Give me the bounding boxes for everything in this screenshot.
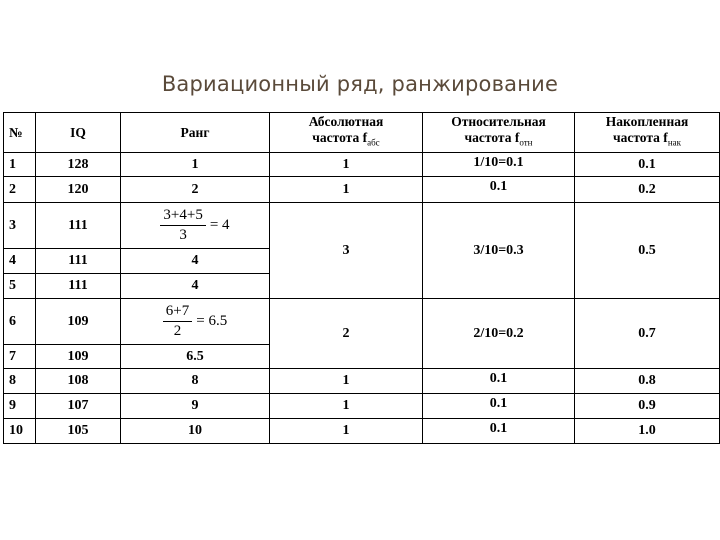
cell-rel-frequency-group: 2/10=0.2: [423, 299, 575, 369]
cell-number: 8: [4, 369, 36, 394]
fraction-denominator: 3: [179, 227, 187, 243]
header-rel-subscript: отн: [519, 137, 533, 148]
cell-number: 7: [4, 345, 36, 369]
cell-cum-frequency-group: 0.7: [575, 299, 720, 369]
header-number: №: [4, 113, 36, 153]
cell-rel-frequency: 1/10=0.1: [423, 153, 575, 177]
header-rel-line2: [423, 130, 574, 151]
cell-rel-frequency: 0.1: [423, 394, 575, 419]
cell-number: 2: [4, 177, 36, 203]
header-rank: Ранг: [121, 113, 270, 153]
cell-rank: 6.5: [121, 345, 270, 369]
table-row: [4, 203, 720, 249]
cell-rel-frequency: 0.1: [423, 419, 575, 444]
header-cum-line2: [575, 130, 719, 151]
header-cum-subscript: нак: [667, 137, 681, 148]
cell-iq: 107: [36, 394, 121, 419]
header-relative-frequency: [423, 113, 575, 153]
cell-number: 10: [4, 419, 36, 444]
table-row: [4, 394, 720, 419]
cell-rel-frequency: 0.1: [423, 177, 575, 203]
cell-iq: 105: [36, 419, 121, 444]
header-abs-line2: [270, 130, 422, 151]
table-header-row: [4, 113, 720, 153]
cell-iq: 109: [36, 345, 121, 369]
header-abs-subscript: абс: [367, 137, 380, 148]
cell-number: 3: [4, 203, 36, 249]
table-row: [4, 299, 720, 345]
cell-abs-frequency: 1: [270, 394, 423, 419]
cell-abs-frequency: 1: [270, 177, 423, 203]
cell-abs-frequency-group: 2: [270, 299, 423, 369]
cell-number: 5: [4, 274, 36, 299]
rank-fraction: [163, 303, 227, 340]
cell-rank: 4: [121, 249, 270, 274]
cell-number: 6: [4, 299, 36, 345]
cell-cum-frequency: 1.0: [575, 419, 720, 444]
cell-rank: 10: [121, 419, 270, 444]
header-cum-text: частота f: [613, 130, 668, 146]
cell-abs-frequency-group: 3: [270, 203, 423, 299]
cell-rank-formula: [121, 299, 270, 345]
header-rel-text: частота f: [464, 130, 520, 146]
header-rel-line1: Относительная: [451, 114, 546, 130]
cell-cum-frequency-group: 0.5: [575, 203, 720, 299]
cell-cum-frequency: 0.1: [575, 153, 720, 177]
table-row: [4, 369, 720, 394]
fraction-denominator: 2: [173, 323, 182, 339]
cell-rank: 9: [121, 394, 270, 419]
header-cum-line1: Накопленная: [605, 114, 689, 130]
cell-cum-frequency: 0.2: [575, 177, 720, 203]
header-abs-line1: Абсолютная: [308, 114, 384, 130]
cell-abs-frequency: 1: [270, 419, 423, 444]
cell-number: 4: [4, 249, 36, 274]
ranking-table: [3, 112, 720, 444]
cell-cum-frequency: 0.8: [575, 369, 720, 394]
table-row: [4, 153, 720, 177]
slide-title: Вариационный ряд, ранжирование: [161, 72, 559, 96]
rank-fraction: [160, 207, 229, 244]
cell-iq: 111: [36, 249, 121, 274]
cell-number: 9: [4, 394, 36, 419]
cell-iq: 111: [36, 203, 121, 249]
header-abs-text: частота f: [312, 130, 368, 146]
table-row: [4, 177, 720, 203]
cell-abs-frequency: 1: [270, 369, 423, 394]
cell-rank: 2: [121, 177, 270, 203]
cell-iq: 109: [36, 299, 121, 345]
cell-iq: 120: [36, 177, 121, 203]
fraction-numerator: 3+4+5: [160, 207, 205, 226]
fraction-result: = 4: [209, 217, 230, 233]
cell-cum-frequency: 0.9: [575, 394, 720, 419]
header-iq: IQ: [36, 113, 121, 153]
cell-number: 1: [4, 153, 36, 177]
cell-rank: 4: [121, 274, 270, 299]
cell-iq: 128: [36, 153, 121, 177]
table-row: [4, 419, 720, 444]
cell-rel-frequency: 0.1: [423, 369, 575, 394]
cell-iq: 108: [36, 369, 121, 394]
fraction-result: = 6.5: [196, 313, 228, 329]
cell-rank: 8: [121, 369, 270, 394]
header-cumulative-frequency: [575, 113, 720, 153]
cell-rank-formula: [121, 203, 270, 249]
cell-abs-frequency: 1: [270, 153, 423, 177]
fraction-numerator: 6+7: [163, 303, 192, 322]
cell-iq: 111: [36, 274, 121, 299]
header-absolute-frequency: [270, 113, 423, 153]
cell-rel-frequency-group: 3/10=0.3: [423, 203, 575, 299]
cell-rank: 1: [121, 153, 270, 177]
